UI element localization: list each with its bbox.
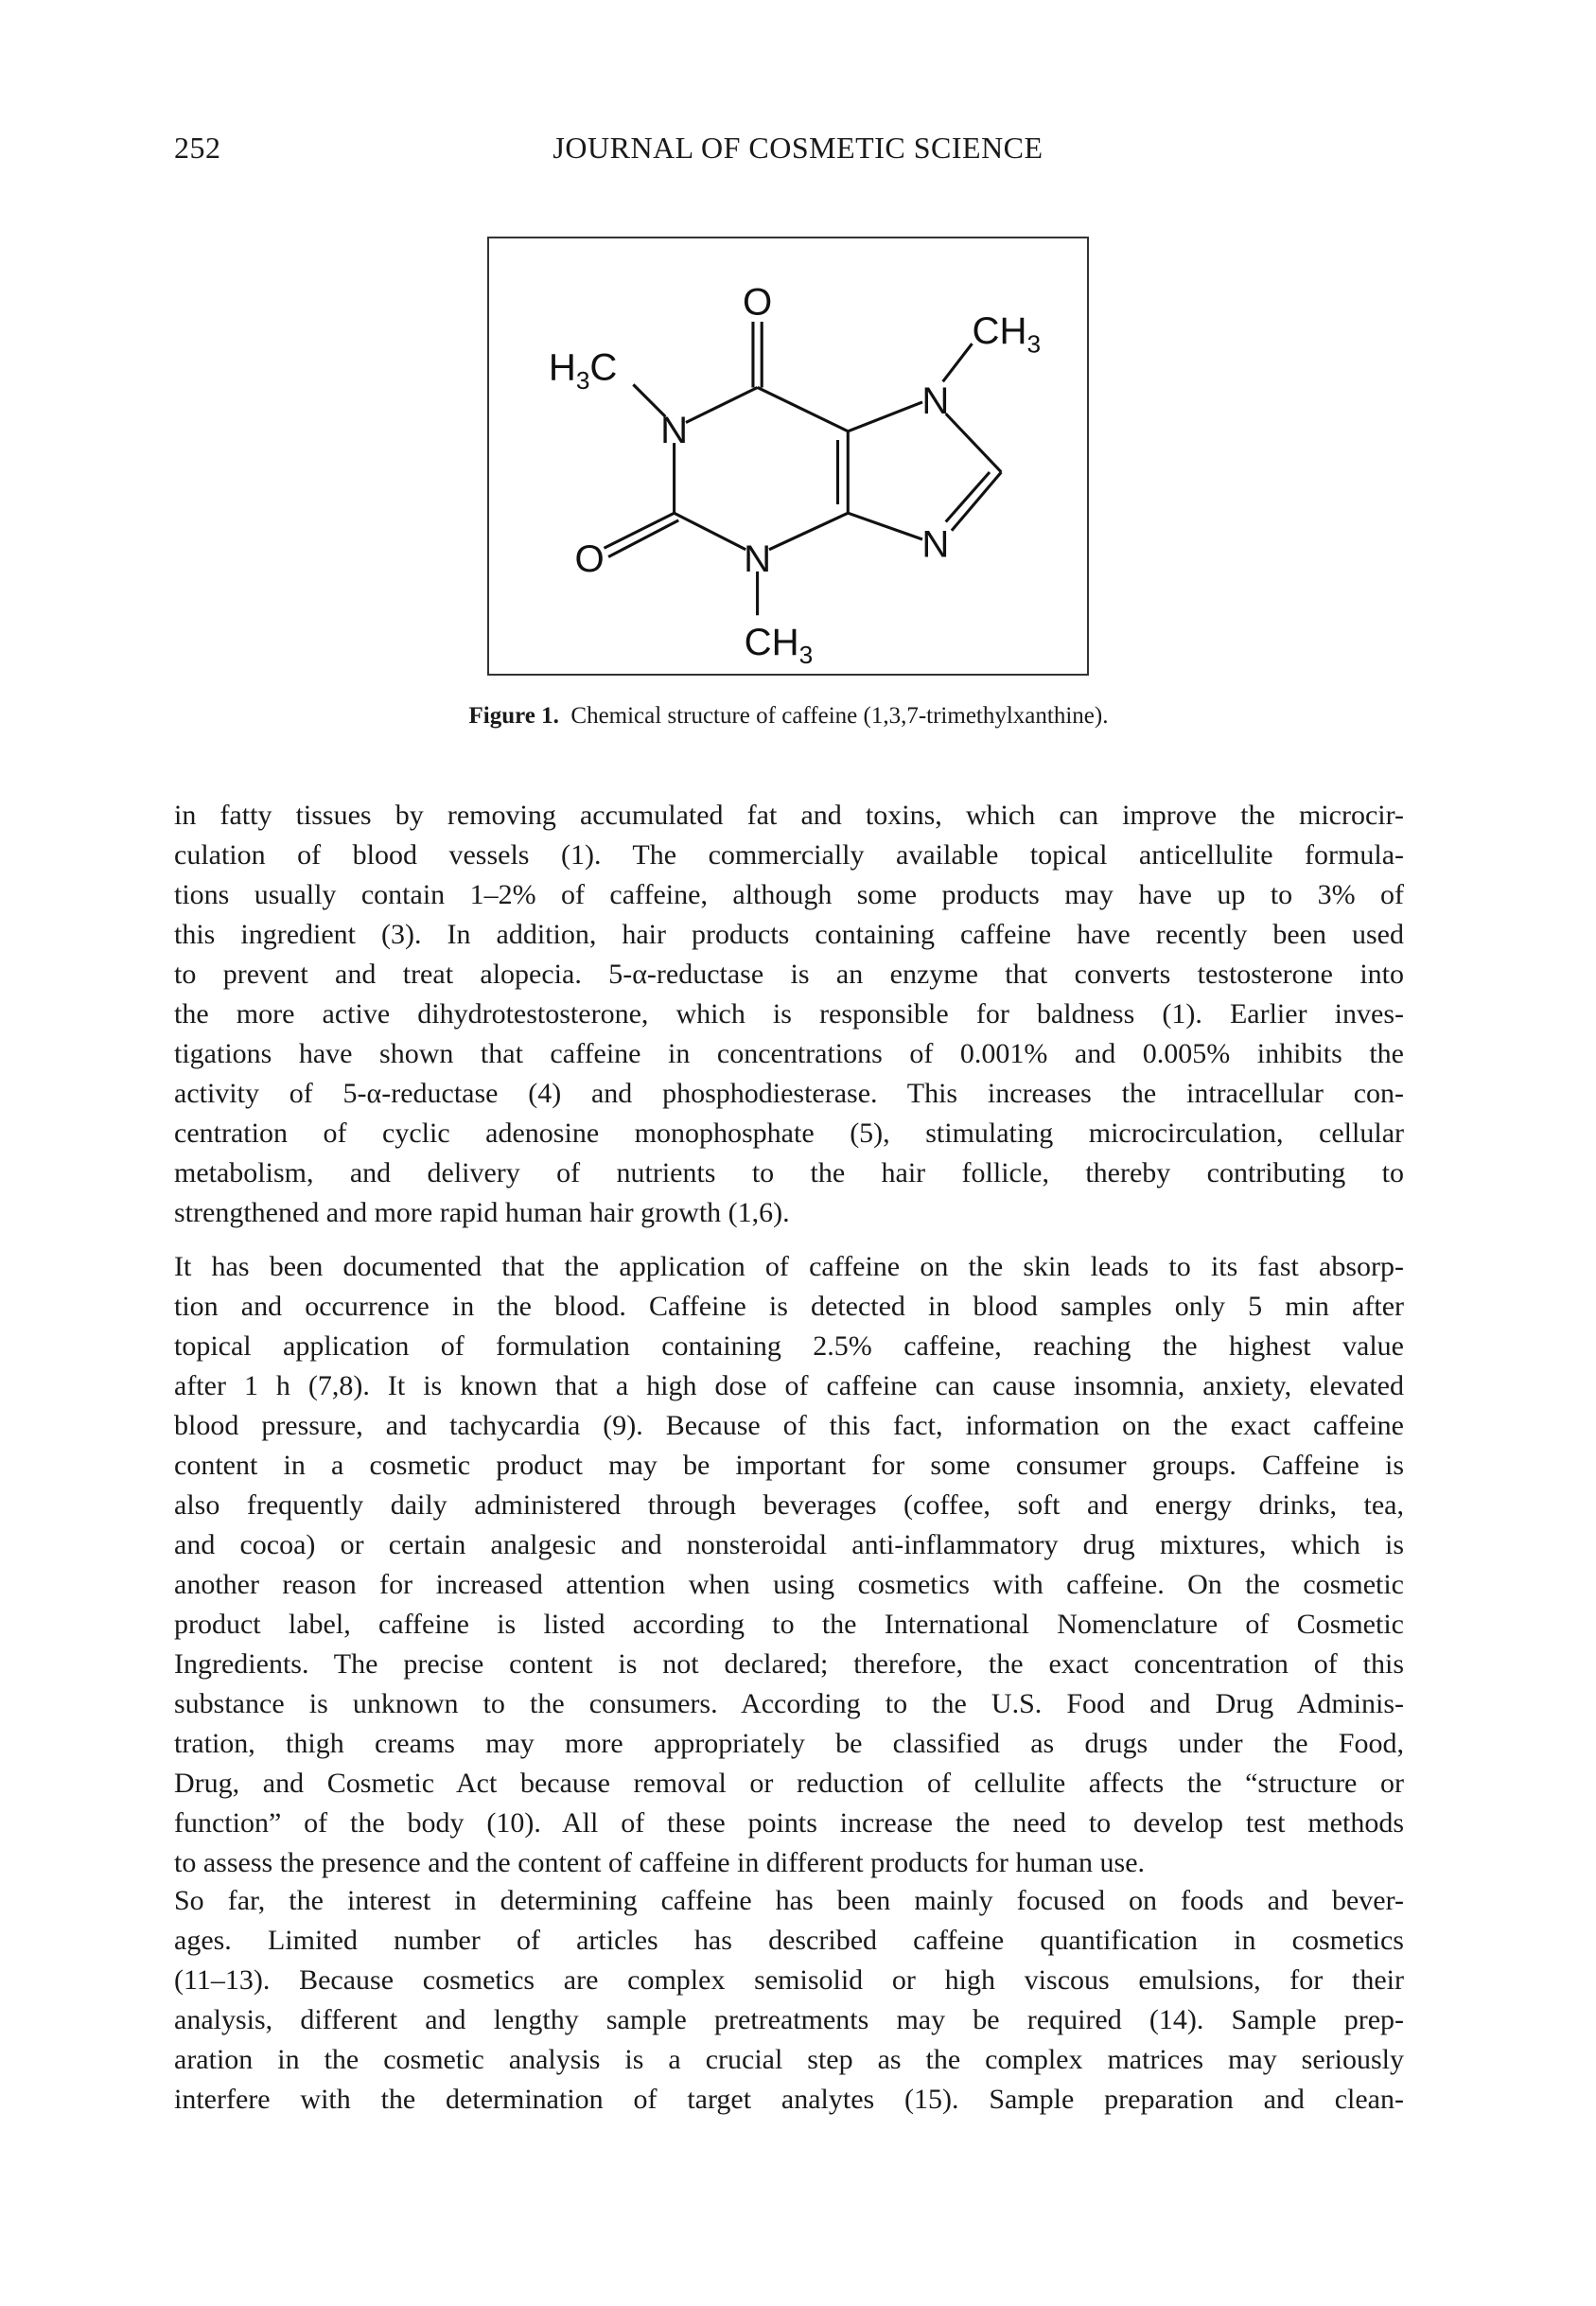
text-line: to prevent and treat alopecia. 5-α-reductase is an enzyme that converts testosterone into — [174, 959, 1404, 990]
ch3-top-ch: CH — [972, 309, 1027, 353]
text-line: strengthened and more rapid human hair growth (1,6). — [174, 1197, 790, 1228]
text-line: tions usually contain 1–2% of caffeine, although some products may have up to 3% of — [174, 879, 1404, 910]
methyl-group-n1 — [549, 346, 618, 395]
h3c-h: H — [548, 345, 576, 389]
text-line: the more active dihydrotestosterone, which is responsible for baldness (1). Earlier inves- — [174, 998, 1404, 1030]
text-line: after 1 h (7,8). It is known that a high dose of caffeine can cause insomnia, anxiety, elevated — [174, 1370, 1404, 1401]
text-line: (11–13). Because cosmetics are complex semisolid or high viscous emulsions, for their — [174, 1964, 1404, 1996]
text-line: metabolism, and delivery of nutrients to the hair follicle, thereby contributing to — [174, 1157, 1404, 1188]
text-line: to assess the presence and the content of caffeine in different products for human use. — [174, 1847, 1146, 1878]
atom-nitrogen-7: N — [921, 379, 950, 423]
text-line: another reason for increased attention when using cosmetics with caffeine. On the cosmetic — [174, 1569, 1404, 1600]
methyl-group-n3 — [745, 621, 814, 669]
text-line: ages. Limited number of articles has described caffeine quantification in cosmetics — [174, 1925, 1404, 1956]
text-line: Ingredients. The precise content is not declared; therefore, the exact concentration of this — [174, 1648, 1404, 1680]
text-line: Drug, and Cosmetic Act because removal or reduction of cellulite affects the “structure or — [174, 1768, 1404, 1799]
text-line: content in a cosmetic product may be important for some consumer groups. Caffeine is — [174, 1450, 1404, 1481]
text-line: tion and occurrence in the blood. Caffeine is detected in blood samples only 5 min after — [174, 1291, 1404, 1322]
text-line: this ingredient (3). In addition, hair products containing caffeine have recently been used — [174, 919, 1404, 950]
text-line: So far, the interest in determining caffeine has been mainly focused on foods and bever- — [174, 1885, 1404, 1916]
atom-oxygen-left: O — [574, 537, 605, 580]
paragraph-3 — [174, 1881, 1404, 2120]
text-line: blood pressure, and tachycardia (9). Because of this fact, information on the exact caffeine — [174, 1410, 1404, 1441]
h3c-subscript: 3 — [575, 365, 590, 395]
figure-caption — [0, 700, 1577, 732]
paragraph-2 — [174, 1247, 1404, 1883]
text-line: activity of 5-α-reductase (4) and phosphodiesterase. This increases the intracellular con- — [174, 1078, 1404, 1109]
text-line: It has been documented that the application of caffeine on the skin leads to its fast absorp- — [174, 1251, 1404, 1282]
atom-nitrogen-3: N — [744, 537, 772, 580]
paragraph-1 — [174, 796, 1404, 1233]
figure-label: Figure 1. — [468, 703, 559, 729]
ch3-bottom-subscript: 3 — [798, 641, 814, 670]
figure-caption-text: Chemical structure of caffeine (1,3,7-trimethylxanthine). — [570, 703, 1109, 729]
text-line: culation of blood vessels (1). The commercially available topical anticellulite formula- — [174, 839, 1404, 871]
atom-nitrogen-9: N — [921, 522, 950, 566]
text-line: interfere with the determination of target analytes (15). Sample preparation and clean- — [174, 2084, 1404, 2115]
text-line: aration in the cosmetic analysis is a crucial step as the complex matrices may seriously — [174, 2044, 1404, 2075]
text-line: analysis, different and lengthy sample pretreatments may be required (14). Sample prep- — [174, 2004, 1404, 2035]
text-line: in fatty tissues by removing accumulated fat and toxins, which can improve the microcir- — [174, 800, 1404, 831]
page-number: 252 — [174, 131, 221, 165]
text-line: centration of cyclic adenosine monophosphate (5), stimulating microcirculation, cellular — [174, 1118, 1404, 1149]
text-line: substance is unknown to the consumers. According to the U.S. Food and Drug Adminis- — [174, 1688, 1404, 1719]
methyl-group-n7 — [972, 309, 1041, 358]
atom-oxygen-top: O — [742, 280, 773, 324]
text-line: topical application of formulation containing 2.5% caffeine, reaching the highest value — [174, 1330, 1404, 1362]
text-line: function” of the body (10). All of these points increase the need to develop test methods — [174, 1807, 1404, 1839]
caffeine-molecule-diagram — [489, 238, 1087, 674]
ch3-bottom-ch: CH — [744, 620, 799, 663]
atom-nitrogen-1: N — [660, 409, 689, 452]
ch3-top-subscript: 3 — [1026, 329, 1042, 359]
figure-caffeine-structure — [487, 237, 1089, 676]
text-line: and cocoa) or certain analgesic and nonsteroidal anti-inflammatory drug mixtures, which is — [174, 1529, 1404, 1560]
text-line: tration, thigh creams may more appropriately be classified as drugs under the Food, — [174, 1728, 1404, 1759]
bonds — [605, 322, 1002, 615]
text-line: tigations have shown that caffeine in concentrations of 0.001% and 0.005% inhibits the — [174, 1038, 1404, 1069]
running-header-journal-title: JOURNAL OF COSMETIC SCIENCE — [552, 131, 1044, 165]
h3c-c: C — [589, 345, 618, 389]
text-line: also frequently daily administered through beverages (coffee, soft and energy drinks, tea, — [174, 1489, 1404, 1521]
text-line: product label, caffeine is listed according to the International Nomenclature of Cosmetic — [174, 1609, 1404, 1640]
